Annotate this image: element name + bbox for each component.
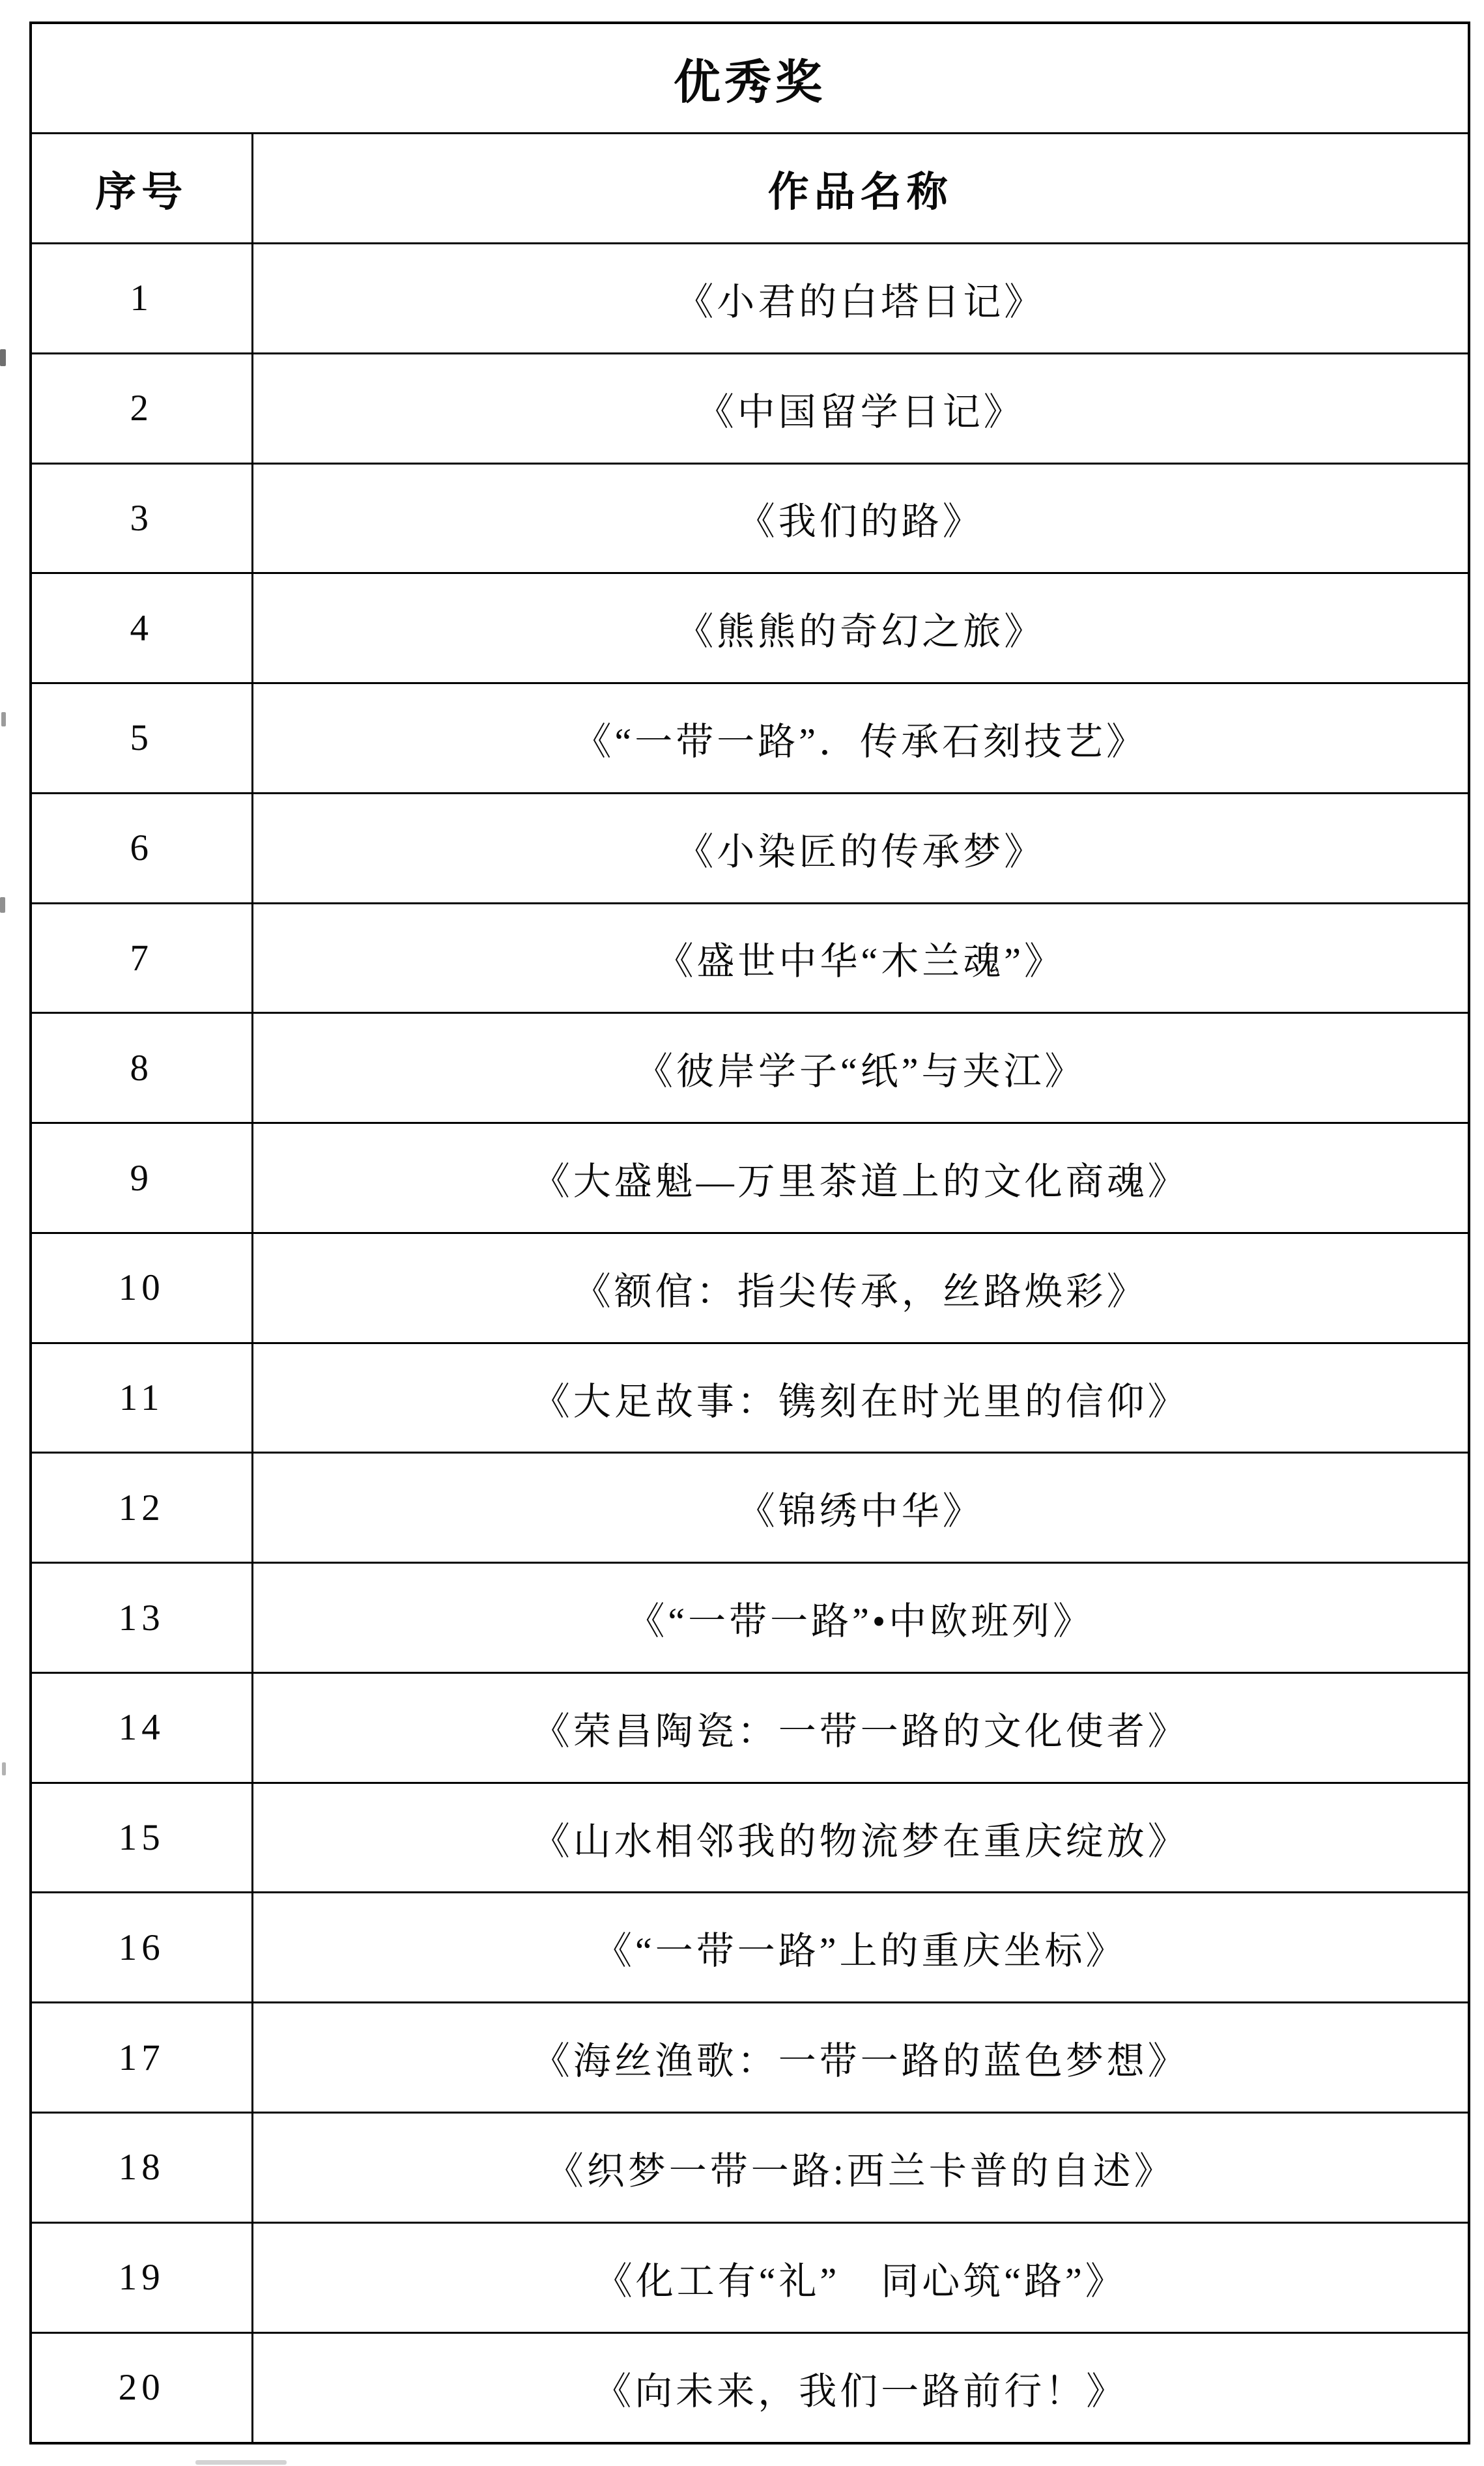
scan-artifact — [1, 712, 6, 726]
award-table — [29, 22, 1470, 2444]
work-title-cell: 《小染匠的传承梦》 — [252, 793, 1469, 903]
work-title-cell: 《山水相邻我的物流梦在重庆绽放》 — [252, 1783, 1469, 1893]
work-title-cell: 《盛世中华“木兰魂”》 — [252, 903, 1469, 1013]
row-index-cell: 13 — [31, 1563, 252, 1673]
work-title-cell: 《向未来，我们一路前行！》 — [252, 2332, 1469, 2443]
column-header-index: 序号 — [31, 134, 252, 244]
row-index-cell: 20 — [31, 2332, 252, 2443]
work-title-cell: 《“一带一路”上的重庆坐标》 — [252, 1893, 1469, 2003]
work-title-cell: 《中国留学日记》 — [252, 353, 1469, 463]
table-row — [31, 463, 1469, 573]
row-index-cell: 15 — [31, 1783, 252, 1893]
work-title-cell: 《“一带一路”•中欧班列》 — [252, 1563, 1469, 1673]
row-index-cell: 7 — [31, 903, 252, 1013]
table-row — [31, 1893, 1469, 2003]
row-index-cell: 5 — [31, 683, 252, 794]
row-index-cell: 11 — [31, 1343, 252, 1453]
table-row — [31, 353, 1469, 463]
work-title-cell: 《化工有“礼” 同心筑“路”》 — [252, 2222, 1469, 2332]
work-title-cell: 《小君的白塔日记》 — [252, 244, 1469, 354]
row-index-cell: 9 — [31, 1123, 252, 1233]
table-row — [31, 244, 1469, 354]
work-title-cell: 《大足故事：镌刻在时光里的信仰》 — [252, 1343, 1469, 1453]
row-index-cell: 2 — [31, 353, 252, 463]
table-row — [31, 793, 1469, 903]
table-row — [31, 1233, 1469, 1343]
row-index-cell: 19 — [31, 2222, 252, 2332]
row-index-cell: 6 — [31, 793, 252, 903]
table-row — [31, 573, 1469, 683]
row-index-cell: 12 — [31, 1453, 252, 1563]
table-row — [31, 1453, 1469, 1563]
table-row — [31, 903, 1469, 1013]
table-row — [31, 1013, 1469, 1123]
work-title-cell: 《额倌：指尖传承，丝路焕彩》 — [252, 1233, 1469, 1343]
table-title-row — [31, 23, 1469, 134]
work-title-cell: 《“一带一路”．传承石刻技艺》 — [252, 683, 1469, 794]
scan-artifact — [195, 2460, 287, 2465]
scan-artifact — [2, 1762, 6, 1775]
table-row — [31, 2332, 1469, 2443]
row-index-cell: 16 — [31, 1893, 252, 2003]
table-row — [31, 1783, 1469, 1893]
work-title-cell: 《大盛魁—万里茶道上的文化商魂》 — [252, 1123, 1469, 1233]
table-body — [31, 244, 1469, 2444]
table-row — [31, 2222, 1469, 2332]
table-row — [31, 2003, 1469, 2113]
table-row — [31, 1563, 1469, 1673]
table-row — [31, 1343, 1469, 1453]
row-index-cell: 4 — [31, 573, 252, 683]
work-title-cell: 《熊熊的奇幻之旅》 — [252, 573, 1469, 683]
scan-artifact — [0, 897, 5, 913]
row-index-cell: 3 — [31, 463, 252, 573]
work-title-cell: 《我们的路》 — [252, 463, 1469, 573]
column-header-work-name: 作品名称 — [252, 134, 1469, 244]
scan-artifact — [0, 349, 6, 366]
work-title-cell: 《海丝渔歌：一带一路的蓝色梦想》 — [252, 2003, 1469, 2113]
work-title-cell: 《荣昌陶瓷：一带一路的文化使者》 — [252, 1672, 1469, 1783]
row-index-cell: 10 — [31, 1233, 252, 1343]
work-title-cell: 《彼岸学子“纸”与夹江》 — [252, 1013, 1469, 1123]
row-index-cell: 17 — [31, 2003, 252, 2113]
table-row — [31, 683, 1469, 794]
row-index-cell: 18 — [31, 2113, 252, 2223]
work-title-cell: 《织梦一带一路:西兰卡普的自述》 — [252, 2113, 1469, 2223]
table-header-row — [31, 134, 1469, 244]
table-row — [31, 2113, 1469, 2223]
table-title: 优秀奖 — [31, 23, 1469, 134]
table-row — [31, 1123, 1469, 1233]
table-row — [31, 1672, 1469, 1783]
row-index-cell: 8 — [31, 1013, 252, 1123]
work-title-cell: 《锦绣中华》 — [252, 1453, 1469, 1563]
row-index-cell: 1 — [31, 244, 252, 354]
row-index-cell: 14 — [31, 1672, 252, 1783]
